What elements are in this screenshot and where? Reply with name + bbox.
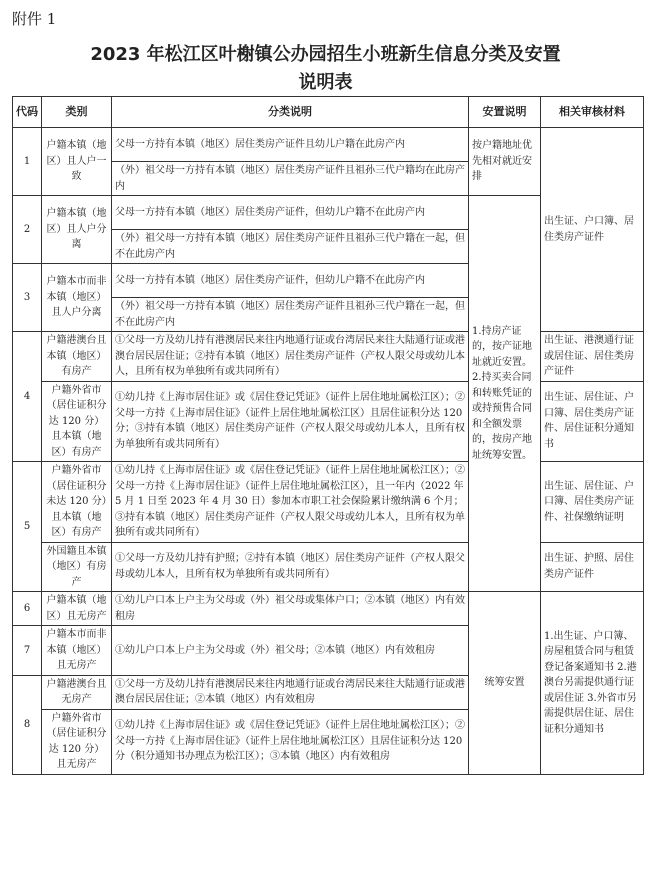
description-cell: （外）祖父母一方持有本镇（地区）居住类房产证件且祖孙三代户籍在一起，但不在此房产内 — [112, 298, 469, 332]
materials-cell: 出生证、港澳通行证或居住证、居住类房产证件 — [541, 332, 644, 382]
category-cell: 户籍本市而非本镇（地区）且无房产 — [42, 626, 112, 676]
description-cell: 父母一方持有本镇（地区）居住类房产证件，但幼儿户籍不在此房产内 — [112, 264, 469, 298]
description-cell: （外）祖父母一方持有本镇（地区）居住类房产证件且祖孙三代户籍在一起，但不在此房产内 — [112, 230, 469, 264]
materials-cell: 1.出生证、户口簿、房屋租赁合同与租赁登记备案通知书 2.港澳台另需提供通行证或居住证 3.外省市另需提供居住证、居住证积分通知书 — [541, 592, 644, 775]
code-cell: 6 — [13, 592, 42, 626]
code-cell: 4 — [13, 332, 42, 462]
description-cell: ①幼儿户口本上户主为父母或（外）祖父母或集体户口；②本镇（地区）内有效租房 — [112, 592, 469, 626]
description-cell: ①幼儿持《上海市居住证》或《居住登记凭证》（证件上居住地址属松江区）；②父母一方持《上海市居住证》（证件上居住地址属松江区），且一年内（2022 年 5 月 1 日至 2023 年 4 月 30 日）参加本市职工社会保险累计缴纳满 6 个月；③持有本镇（地区）居住类房产证件（产权人限父母或幼儿本人，且所有权为单独所有或共同所有） — [112, 462, 469, 543]
category-cell: 外国籍且本镇（地区）有房产 — [42, 542, 112, 592]
placement-cell: 1.持房产证的，按产证地址就近安置。 2.持买卖合同和转账凭证的或持预售合同和全额发票的，按房产地址统筹安置。 — [469, 196, 541, 592]
category-cell: 户籍外省市（居住证积分未达 120 分）且本镇（地区）有房产 — [42, 462, 112, 543]
category-cell: 户籍本市而非本镇（地区）且人户分离 — [42, 264, 112, 332]
code-cell: 3 — [13, 264, 42, 332]
category-cell: 户籍港澳台且无房产 — [42, 675, 112, 709]
category-cell: 户籍外省市（居住证积分达 120 分）且无房产 — [42, 709, 112, 774]
header-materials: 相关审核材料 — [541, 97, 644, 128]
page-title: 2023 年松江区叶榭镇公办园招生小班新生信息分类及安置 — [90, 44, 561, 65]
description-cell: 父母一方持有本镇（地区）居住类房产证件，但幼儿户籍不在此房产内 — [112, 196, 469, 230]
description-cell: ①幼儿持《上海市居住证》或《居住登记凭证》（证件上居住地址属松江区）；②父母一方持《上海市居住证》（证件上居住地址属松江区）且居住证积分达 120 分（积分通知书办理点为松江区）；③本镇（地区）内有效租房 — [112, 709, 469, 774]
description-cell: ①幼儿户口本上户主为父母或（外）祖父母；②本镇（地区）内有效租房 — [112, 626, 469, 676]
category-cell: 户籍外省市（居住证积分达 120 分）且本镇（地区）有房产 — [42, 381, 112, 462]
page-title-line2: 说明表 — [298, 72, 353, 93]
placement-cell: 按户籍地址优先相对就近安排 — [469, 128, 541, 196]
description-cell: ①父母一方及幼儿持有护照；②持有本镇（地区）居住类房产证件（产权人限父母或幼儿本人，且所有权为单独所有或共同所有） — [112, 542, 469, 592]
description-cell: （外）祖父母一方持有本镇（地区）居住类房产证件且祖孙三代户籍均在此房产内 — [112, 162, 469, 196]
category-cell: 户籍本镇（地区）且人户一致 — [42, 128, 112, 196]
materials-cell: 出生证、居住证、户口簿、居住类房产证件、居住证积分通知书 — [541, 381, 644, 462]
classification-table — [12, 96, 644, 775]
materials-cell: 出生证、护照、居住类房产证件 — [541, 542, 644, 592]
placement-cell: 统筹安置 — [469, 592, 541, 775]
description-cell: ①父母一方及幼儿持有港澳居民来往内地通行证或台湾居民来往大陆通行证或港澳台居民居住证；②本镇（地区）内有效租房 — [112, 675, 469, 709]
description-cell: ①父母一方及幼儿持有港澳居民来往内地通行证或台湾居民来往大陆通行证或港澳台居民居住证；②持有本镇（地区）居住类房产证件（产权人限父母或幼儿本人，且所有权为单独所有或共同所有） — [112, 332, 469, 382]
materials-cell: 出生证、户口簿、居住类房产证件 — [541, 128, 644, 332]
code-cell: 8 — [13, 675, 42, 774]
category-cell: 户籍港澳台且本镇（地区）有房产 — [42, 332, 112, 382]
category-cell: 户籍本镇（地区）且无房产 — [42, 592, 112, 626]
code-cell: 7 — [13, 626, 42, 676]
header-placement: 安置说明 — [469, 97, 541, 128]
description-cell: ①幼儿持《上海市居住证》或《居住登记凭证》（证件上居住地址属松江区）；②父母一方持《上海市居住证》（证件上居住地址属松江区）且居住证积分达 120 分；③持有本镇（地区）居住类房产证件（产权人限父母或幼儿本人，且所有权为单独所有或共同所有） — [112, 381, 469, 462]
description-cell: 父母一方持有本镇（地区）居住类房产证件且幼儿户籍在此房产内 — [112, 128, 469, 162]
code-cell: 1 — [13, 128, 42, 196]
header-category: 类别 — [42, 97, 112, 128]
materials-cell: 出生证、居住证、户口簿、居住类房产证件、社保缴纳证明 — [541, 462, 644, 543]
code-cell: 5 — [13, 462, 42, 592]
attachment-label: 附件 1 — [12, 10, 57, 28]
code-cell: 2 — [13, 196, 42, 264]
category-cell: 户籍本镇（地区）且人户分离 — [42, 196, 112, 264]
header-code: 代码 — [13, 97, 42, 128]
header-description: 分类说明 — [112, 97, 469, 128]
